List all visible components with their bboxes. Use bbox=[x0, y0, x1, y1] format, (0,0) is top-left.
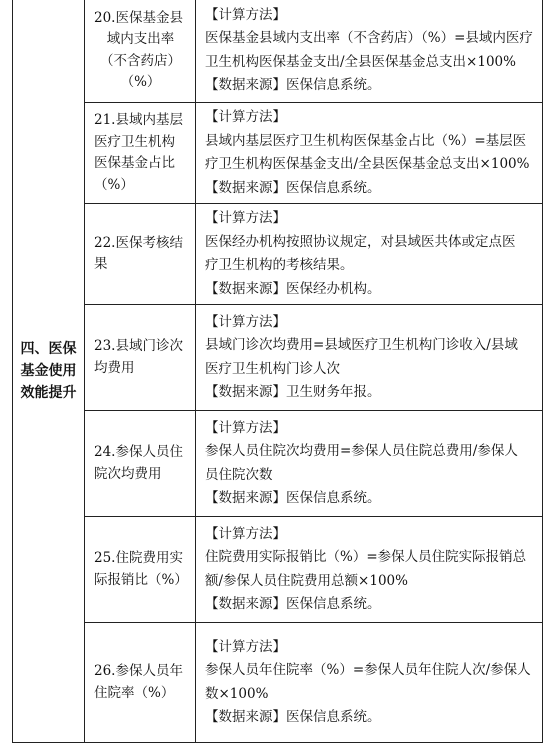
method-heading: 【计算方法】 bbox=[205, 419, 286, 436]
formula-line: 住院费用实际报销比（%）=参保人员住院实际报销总 bbox=[205, 549, 527, 565]
formula-line: 额/参保人员住院费用总额×100% bbox=[205, 572, 408, 589]
indicator-name-cell bbox=[85, 411, 196, 517]
indicator-name-line: 院次均费用 bbox=[94, 465, 162, 482]
method-cell bbox=[196, 305, 543, 411]
method-heading: 【计算方法】 bbox=[205, 6, 286, 23]
data-source: 【数据来源】医保经办机构。 bbox=[205, 280, 381, 297]
indicator-name-line: 21.县域内基层 bbox=[94, 112, 183, 128]
indicator-name-cell bbox=[85, 623, 196, 743]
formula-line: 参保人员住院次均费用=参保人员住院总费用/参保人 bbox=[205, 443, 518, 459]
formula-line: 卫生机构医保基金支出/全县医保基金总支出×100% bbox=[205, 53, 516, 70]
data-source: 【数据来源】医保信息系统。 bbox=[205, 709, 381, 725]
indicator-name-cell bbox=[85, 517, 196, 623]
formula-line: 医疗卫生机构门诊人次 bbox=[205, 360, 340, 377]
table-row bbox=[13, 0, 543, 103]
method-heading: 【计算方法】 bbox=[205, 313, 286, 330]
indicator-name-cell bbox=[85, 0, 196, 103]
indicator-name-line: 24.参保人员住 bbox=[94, 444, 183, 460]
data-source: 【数据来源】医保信息系统。 bbox=[205, 179, 381, 196]
category-cell bbox=[13, 0, 85, 743]
indicator-name-line: 域内支出率 bbox=[106, 31, 175, 47]
indicator-name-line: 医保基金占比 bbox=[94, 155, 175, 171]
method-heading: 【计算方法】 bbox=[205, 210, 286, 226]
data-source: 【数据来源】医保信息系统。 bbox=[205, 596, 381, 612]
indicator-name-line: （不含药店） bbox=[100, 52, 181, 69]
method-heading: 【计算方法】 bbox=[205, 109, 286, 125]
formula-line: 县域内基层医疗卫生机构医保基金占比（%）=基层医 bbox=[205, 132, 527, 149]
table-row bbox=[13, 623, 543, 743]
method-cell bbox=[196, 623, 543, 743]
formula-line: 参保人员年住院率（%）=参保人员年住院人次/参保人 bbox=[205, 662, 531, 678]
indicator-name-cell bbox=[85, 305, 196, 411]
table-row bbox=[13, 305, 543, 411]
formula-line: 医保基金县域内支出率（不含药店）（%）=县域内医疗 bbox=[205, 30, 533, 46]
method-heading: 【计算方法】 bbox=[205, 525, 286, 542]
data-source: 【数据来源】医保信息系统。 bbox=[205, 490, 381, 506]
indicator-name-cell bbox=[85, 103, 196, 204]
table-row bbox=[13, 411, 543, 517]
data-source: 【数据来源】医保信息系统。 bbox=[205, 77, 381, 93]
indicator-name-line: 果 bbox=[94, 256, 108, 272]
formula-line: 疗卫生机构的考核结果。 bbox=[205, 257, 354, 273]
formula-line: 县域门诊次均费用=县域医疗卫生机构门诊收入/县域 bbox=[205, 337, 518, 353]
method-heading: 【计算方法】 bbox=[205, 638, 286, 655]
indicator-name-line: 住院率（%） bbox=[94, 684, 175, 701]
formula-line: 数×100% bbox=[205, 685, 269, 702]
method-cell bbox=[196, 411, 543, 517]
formula-line: 医保经办机构按照协议规定，对县域医共体或定点医 bbox=[205, 233, 516, 250]
indicator-name-line: 均费用 bbox=[94, 359, 135, 376]
category-line: 四、医保 bbox=[20, 340, 77, 357]
indicator-name-line: 际报销比（%） bbox=[94, 571, 188, 588]
table-row bbox=[13, 517, 543, 623]
indicator-name-line: 23.县域门诊次 bbox=[94, 338, 183, 354]
method-cell bbox=[196, 204, 543, 305]
category-line: 效能提升 bbox=[20, 384, 77, 401]
method-cell bbox=[196, 0, 543, 103]
indicator-name-line: （%） bbox=[94, 176, 134, 193]
indicator-name-line: 医疗卫生机构 bbox=[94, 133, 175, 150]
indicator-name-line: （%） bbox=[120, 74, 161, 90]
table-row bbox=[13, 204, 543, 305]
table-row bbox=[13, 103, 543, 204]
indicator-name-line: 25.住院费用实 bbox=[94, 550, 183, 566]
formula-line: 员住院次数 bbox=[205, 466, 273, 483]
method-cell bbox=[196, 517, 543, 623]
indicator-name-line: 22.医保考核结 bbox=[94, 234, 183, 251]
data-source: 【数据来源】卫生财务年报。 bbox=[205, 384, 381, 400]
indicator-name-cell bbox=[85, 204, 196, 305]
method-cell bbox=[196, 103, 543, 204]
indicator-name-line: 26.参保人员年 bbox=[94, 663, 183, 679]
category-line: 基金使用 bbox=[20, 362, 77, 379]
indicator-name-line: 20.医保基金县 bbox=[94, 9, 183, 26]
indicator-table bbox=[12, 0, 543, 743]
formula-line: 疗卫生机构医保基金支出/全县医保基金总支出×100% bbox=[205, 156, 530, 172]
